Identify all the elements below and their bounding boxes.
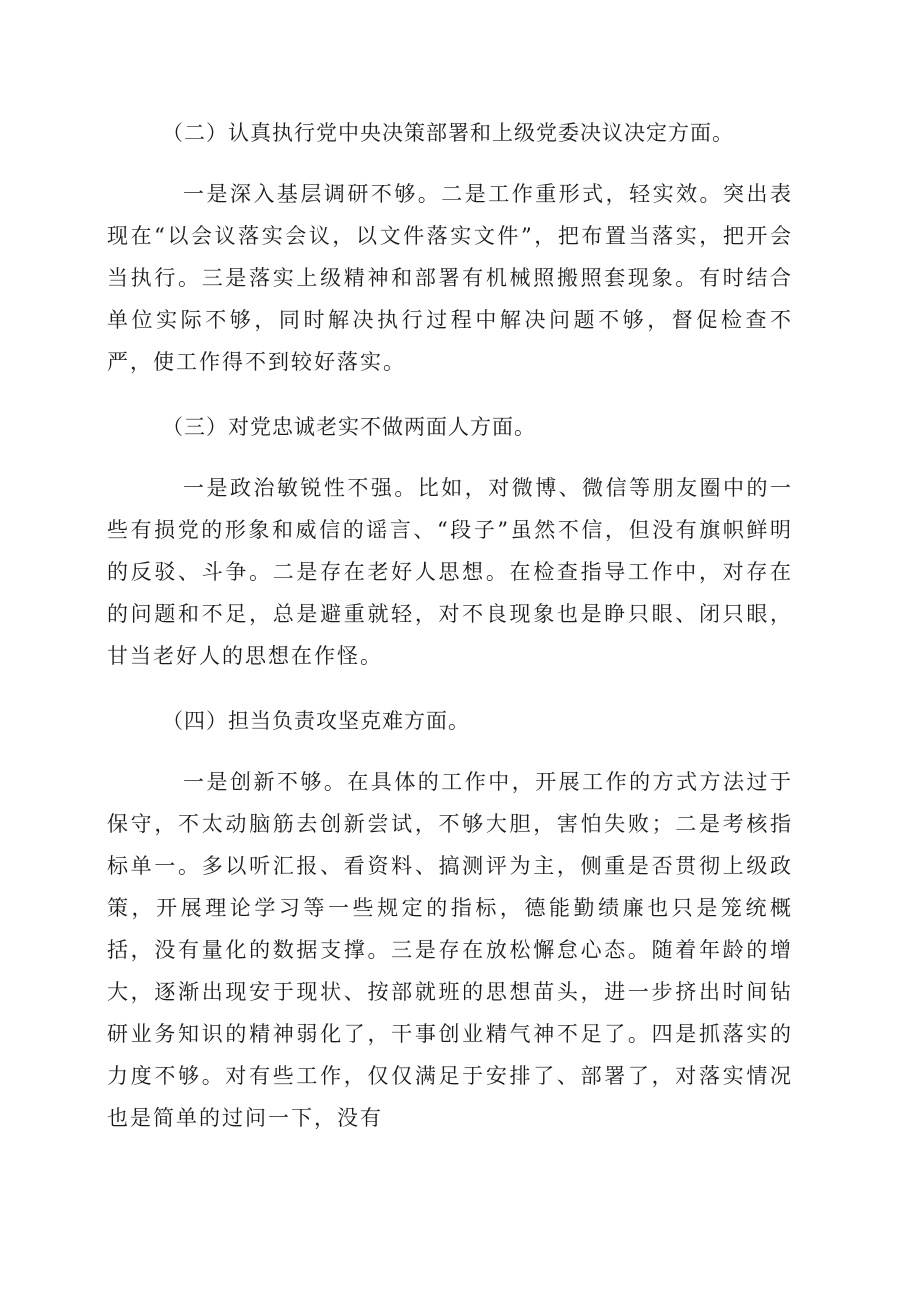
section-heading-3: （三）对党忠诚老实不做两面人方面。 [162, 415, 536, 439]
spacer [107, 448, 793, 467]
section-heading-4: （四）担当负责攻坚克难方面。 [162, 709, 470, 733]
spacer [107, 154, 793, 173]
section-heading-2: （二）认真执行党中央决策部署和上级党委决议决定方面。 [162, 121, 734, 145]
section-body-2: 一是深入基层调研不够。二是工作重形式，轻实效。突出表现在“以会议落实会议，以文件落实文件”，把布置当落实，把开会当执行。三是落实上级精神和部署有机械照搬照套现象。有时结合单位实际不够，同时解决执行过程中解决问题不够，督促检查不严，使工作得不到较好落实。 [107, 182, 793, 374]
spacer [107, 383, 793, 406]
section-body-3: 一是政治敏锐性不强。比如，对微博、微信等朋友圈中的一些有损党的形象和威信的谣言、“段子”虽然不信，但没有旗帜鲜明的反驳、斗争。二是存在老好人思想。在检查指导工作中，对存在的问题和不足，总是避重就轻，对不良现象也是睁只眼、闭只眼，甘当老好人的思想在作怪。 [107, 476, 793, 668]
spacer [107, 742, 793, 761]
document-content [107, 112, 793, 1139]
spacer [107, 677, 793, 700]
section-body-4: 一是创新不够。在具体的工作中，开展工作的方式方法过于保守，不太动脑筋去创新尝试，不够大胆，害怕失败；二是考核指标单一。多以听汇报、看资料、搞测评为主，侧重是否贯彻上级政策，开展理论学习等一些规定的指标，德能勤绩廉也只是笼统概括，没有量化的数据支撑。三是存在放松懈怠心态。随着年龄的增大，逐渐出现安于现状、按部就班的思想苗头，进一步挤出时间钻研业务知识的精神弱化了，干事创业精气神不足了。四是抓落实的力度不够。对有些工作，仅仅满足于安排了、部署了，对落实情况也是简单的过问一下，没有 [107, 770, 793, 1130]
